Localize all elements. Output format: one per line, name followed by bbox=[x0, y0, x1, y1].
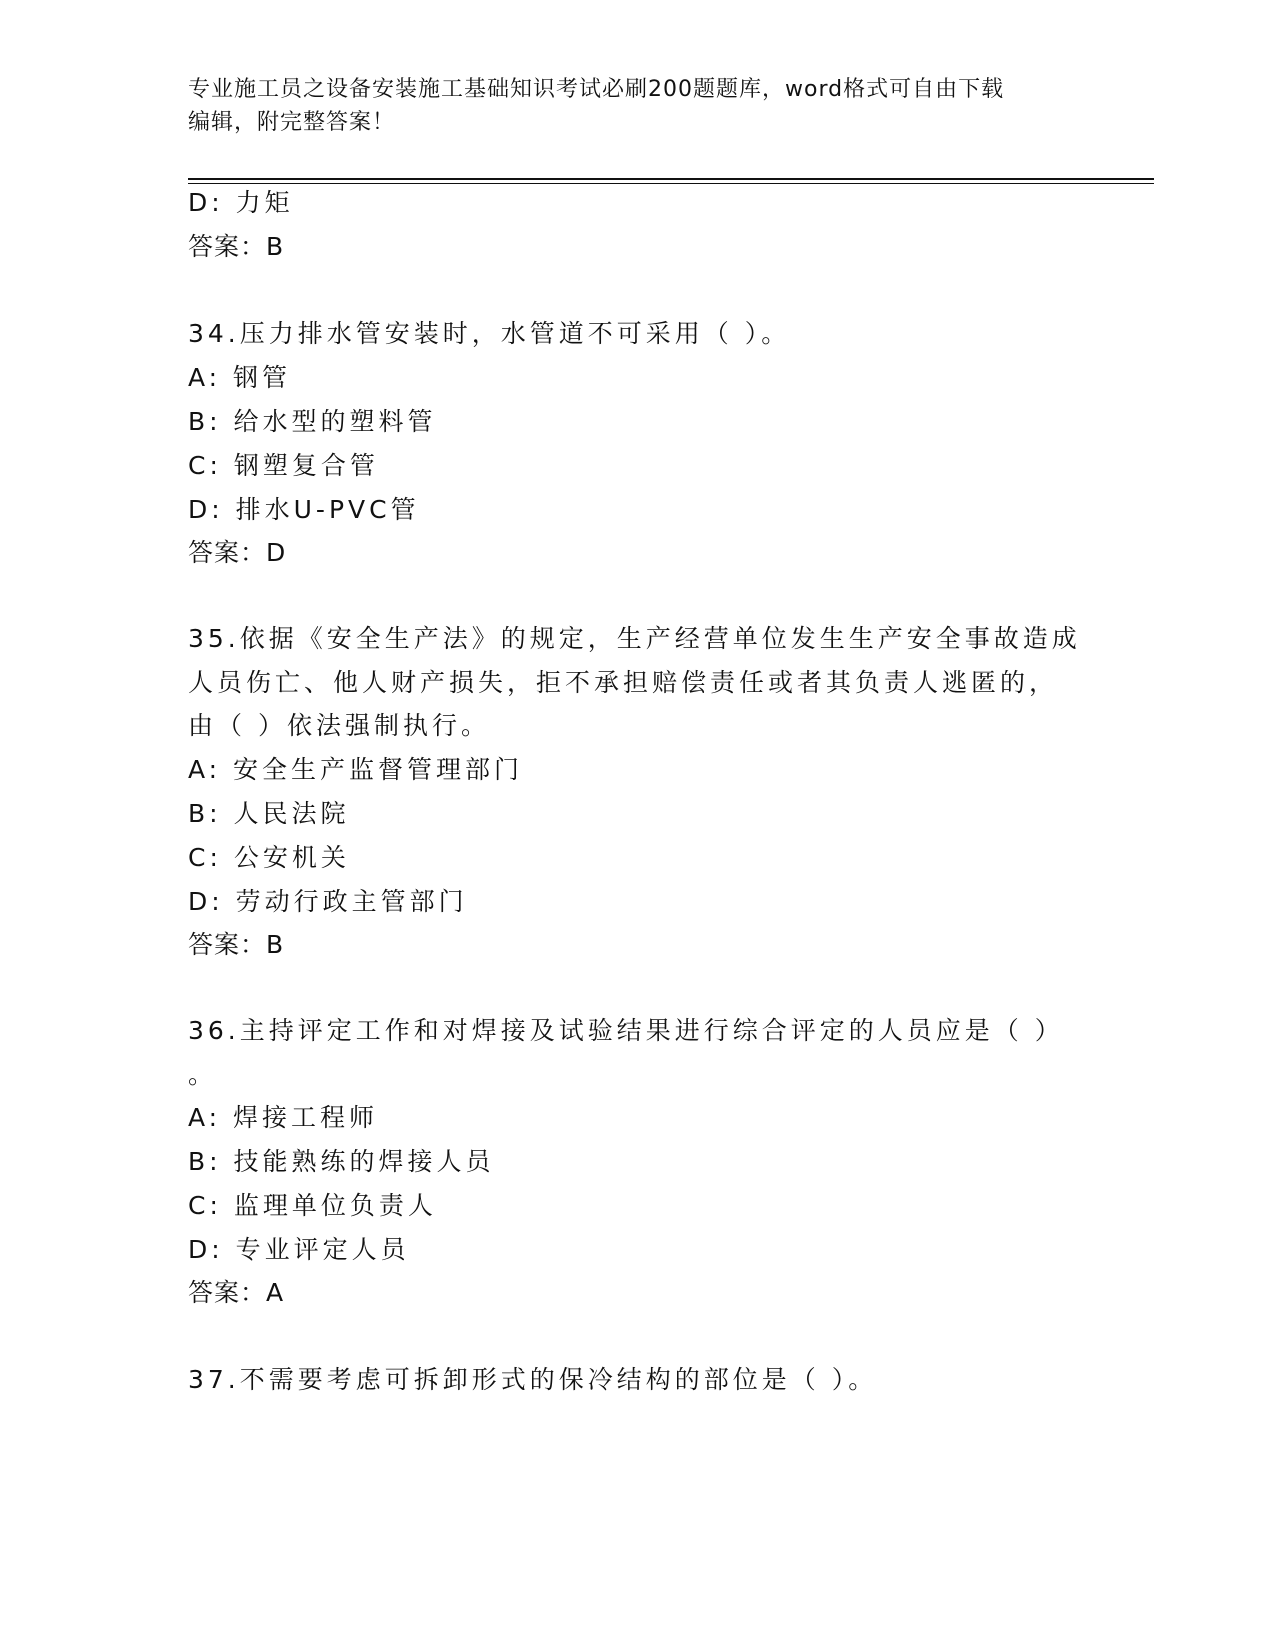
question-stem: 。 bbox=[188, 1060, 218, 1089]
option-b: B: 给水型的塑料管 bbox=[188, 407, 437, 436]
answer-value: A bbox=[266, 1278, 284, 1307]
option-c: C: 公安机关 bbox=[188, 843, 350, 872]
header-divider-thick bbox=[188, 178, 1154, 180]
header-divider-thin bbox=[188, 183, 1154, 184]
option-d: D: 劳动行政主管部门 bbox=[188, 887, 468, 916]
option-c: C: 钢塑复合管 bbox=[188, 451, 379, 480]
option-c: C: 监理单位负责人 bbox=[188, 1191, 437, 1220]
header-line-1: 专业施工员之设备安装施工基础知识考试必刷200题题库，word格式可自由下载 bbox=[188, 77, 1005, 102]
header-line-2: 编辑，附完整答案！ bbox=[188, 110, 396, 135]
page-header bbox=[188, 73, 1068, 139]
option-b: B: 人民法院 bbox=[188, 799, 350, 828]
answer-label: 答案： bbox=[188, 1278, 267, 1307]
option-b: B: 技能熟练的焊接人员 bbox=[188, 1147, 495, 1176]
option-a: A: 钢管 bbox=[188, 363, 292, 392]
question-stem: 34.压力排水管安装时，水管道不可采用（ ）。 bbox=[188, 319, 791, 348]
answer-label: 答案： bbox=[188, 232, 267, 261]
answer-line bbox=[188, 1277, 283, 1309]
question-stem: 37.不需要考虑可拆卸形式的保冷结构的部位是（ ）。 bbox=[188, 1365, 878, 1394]
answer-label: 答案： bbox=[188, 538, 267, 567]
option-a: A: 安全生产监督管理部门 bbox=[188, 755, 524, 784]
answer-line bbox=[188, 231, 283, 263]
answer-line bbox=[188, 537, 285, 569]
option-a: A: 焊接工程师 bbox=[188, 1103, 379, 1132]
option-d: D: 力矩 bbox=[188, 188, 294, 217]
question-stem: 由（ ）依法强制执行。 bbox=[188, 711, 490, 740]
question-stem: 36.主持评定工作和对焊接及试验结果进行综合评定的人员应是（ ） bbox=[188, 1016, 1064, 1045]
answer-value: D bbox=[266, 538, 286, 567]
question-stem: 35.依据《安全生产法》的规定，生产经营单位发生生产安全事故造成 bbox=[188, 624, 1081, 653]
answer-line bbox=[188, 929, 283, 961]
option-d: D: 排水U-PVC管 bbox=[188, 495, 420, 524]
answer-value: B bbox=[266, 930, 284, 959]
question-stem: 人员伤亡、他人财产损失，拒不承担赔偿责任或者其负责人逃匿的， bbox=[188, 668, 1059, 697]
answer-label: 答案： bbox=[188, 930, 267, 959]
answer-value: B bbox=[266, 232, 284, 261]
option-d: D: 专业评定人员 bbox=[188, 1235, 410, 1264]
